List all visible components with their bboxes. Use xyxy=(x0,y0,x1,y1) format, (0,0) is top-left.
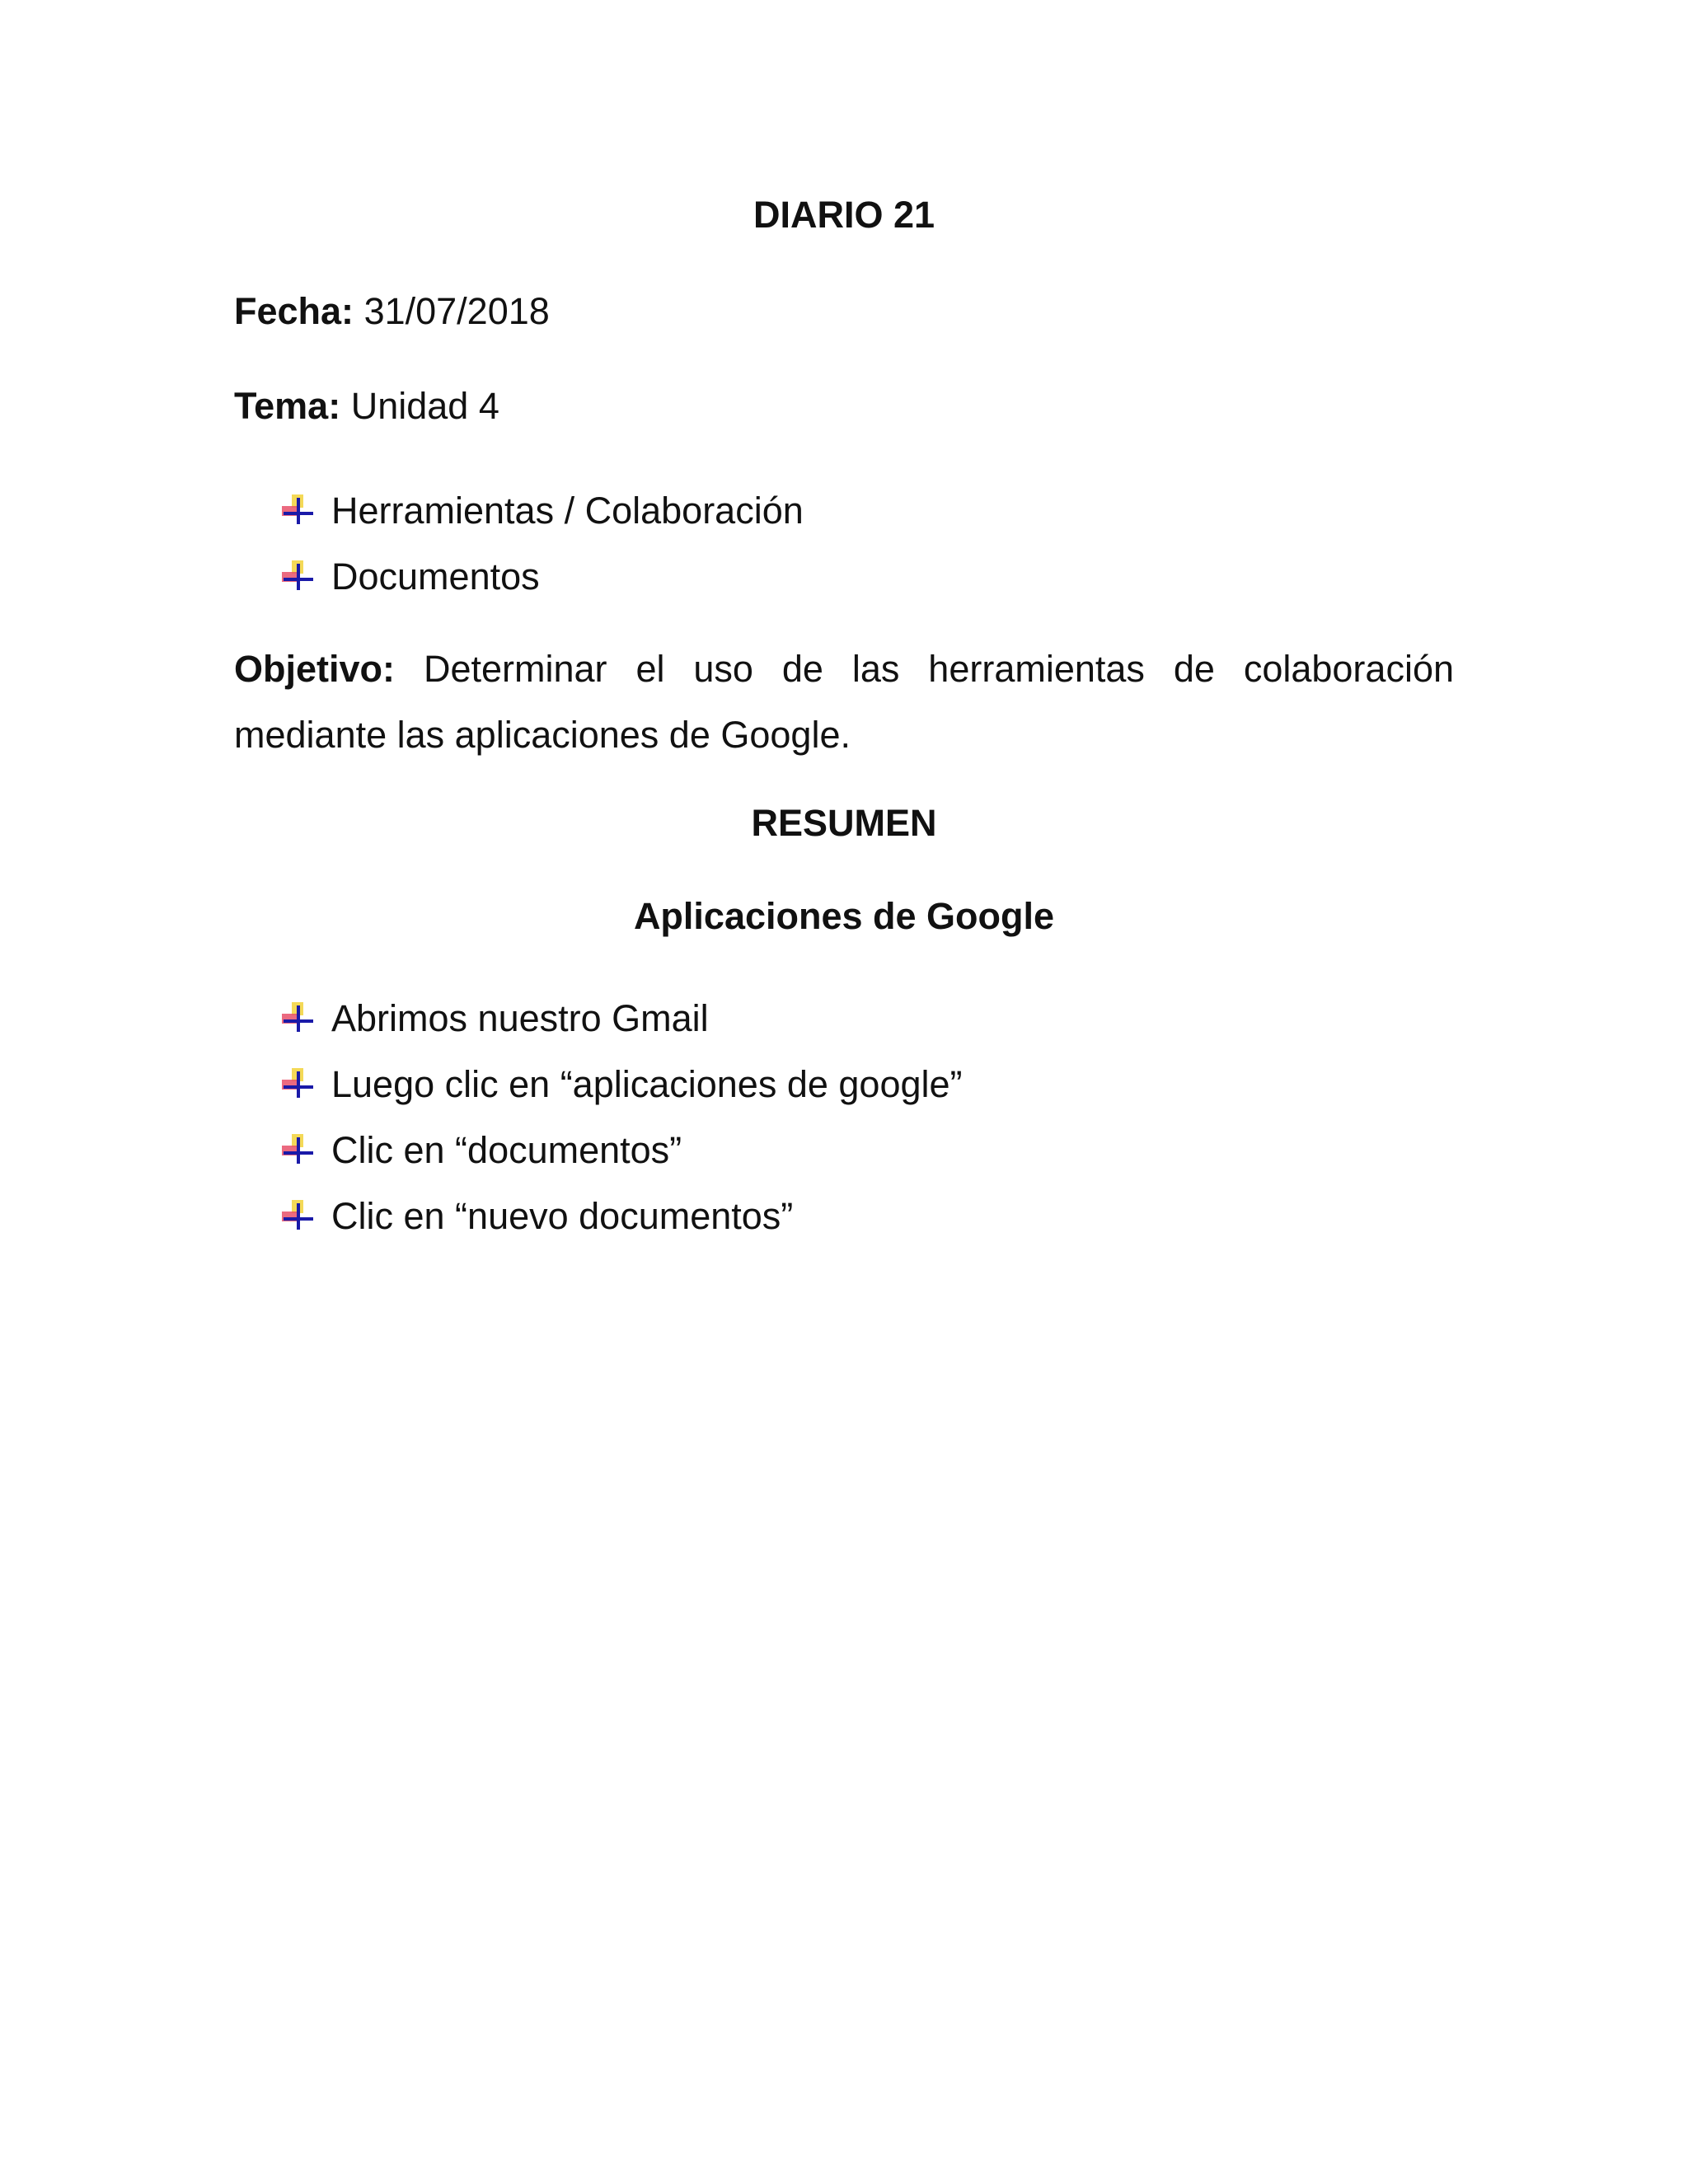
cross-arrow-bullet-icon xyxy=(280,560,316,593)
list-item xyxy=(280,544,804,610)
cross-arrow-bullet-icon xyxy=(280,1068,316,1101)
date-value: 31/07/2018 xyxy=(363,290,550,332)
list-item-label: Abrimos nuestro Gmail xyxy=(331,997,709,1039)
list-item xyxy=(280,1183,963,1249)
document-title: DIARIO 21 xyxy=(753,194,935,236)
list-item xyxy=(280,1118,963,1183)
summary-subheading: Aplicaciones de Google xyxy=(633,895,1055,937)
list-item-label: Clic en “nuevo documentos” xyxy=(331,1195,794,1237)
list-item xyxy=(280,478,804,544)
list-item-label: Luego clic en “aplicaciones de google” xyxy=(331,1063,963,1105)
summary-heading: RESUMEN xyxy=(751,802,937,844)
date-label: Fecha: xyxy=(234,290,354,332)
objective-text: Determinar el uso de las herramientas de colaboración mediante las aplicaciones de Google. xyxy=(234,648,1454,756)
cross-arrow-bullet-icon xyxy=(280,1002,316,1035)
list-item-label: Herramientas / Colaboración xyxy=(331,490,804,532)
objective-paragraph xyxy=(234,636,1454,768)
objective-label: Objetivo: xyxy=(234,648,396,690)
list-item xyxy=(280,986,963,1052)
cross-arrow-bullet-icon xyxy=(280,1134,316,1167)
list-item-label: Clic en “documentos” xyxy=(331,1129,682,1171)
cross-arrow-bullet-icon xyxy=(280,1200,316,1233)
date-field xyxy=(234,290,550,332)
steps-list xyxy=(280,986,963,1249)
topic-field xyxy=(234,385,499,427)
list-item-label: Documentos xyxy=(331,555,540,598)
cross-arrow-bullet-icon xyxy=(280,494,316,527)
topic-value: Unidad 4 xyxy=(350,385,499,427)
topic-label: Tema: xyxy=(234,385,341,427)
topic-list xyxy=(280,478,804,610)
list-item xyxy=(280,1052,963,1118)
